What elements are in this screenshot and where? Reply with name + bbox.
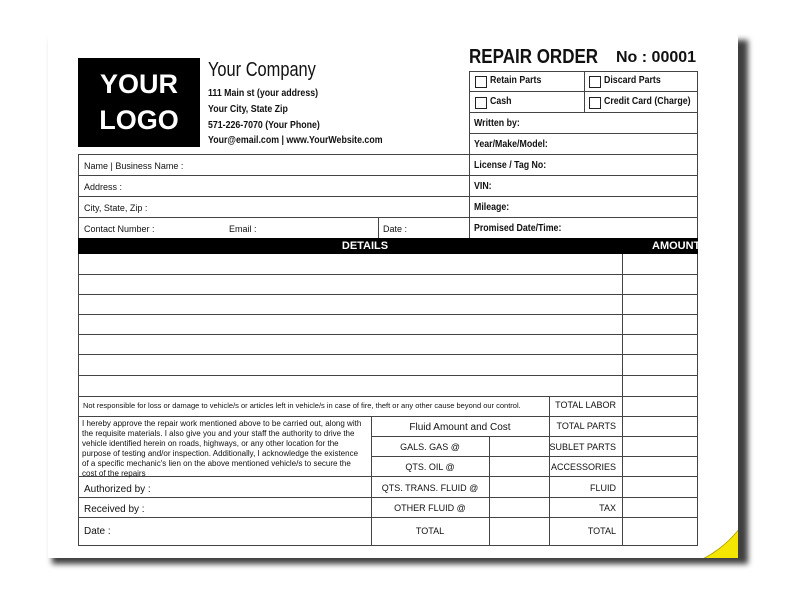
written-by-label[interactable]: Written by: <box>474 118 520 129</box>
customer-address-label[interactable]: Address : <box>84 182 123 192</box>
license-label[interactable]: License / Tag No: <box>474 160 547 171</box>
retain-parts-label: Retain Parts <box>490 75 542 86</box>
customer-city-label[interactable]: City, State, Zip : <box>84 203 148 213</box>
sublet-parts-label: SUBLET PARTS <box>549 442 616 452</box>
company-name: Your Company <box>208 59 316 81</box>
rule <box>469 133 698 134</box>
retain-parts-checkbox[interactable] <box>475 76 487 88</box>
page-curl-icon <box>684 513 738 558</box>
discard-parts-label: Discard Parts <box>604 75 661 86</box>
year-make-model-label[interactable]: Year/Make/Model: <box>474 139 548 150</box>
rule <box>622 254 623 546</box>
rule <box>78 254 79 546</box>
table-row[interactable] <box>78 334 698 335</box>
promised-date-label[interactable]: Promised Date/Time: <box>474 223 562 234</box>
fluid-total-label: TOTAL <box>415 526 445 536</box>
rule <box>78 545 698 546</box>
credit-card-label: Credit Card (Charge) <box>604 96 691 107</box>
company-address: 111 Main st (your address) <box>208 88 319 99</box>
trans-fluid-label: QTS. TRANS. FLUID @ <box>381 483 479 493</box>
disclaimer-text: Not responsible for loss or damage to vehicle/s or articles left in vehicle/s in case of fire, theft or any other cause beyond our control. <box>83 401 521 410</box>
rule <box>697 71 698 238</box>
rule <box>469 175 698 176</box>
table-row[interactable] <box>78 274 698 275</box>
grand-total-label: TOTAL <box>587 526 616 536</box>
company-city: Your City, State Zip <box>208 104 288 115</box>
oil-label: QTS. OIL @ <box>405 462 455 472</box>
signature-date-label[interactable]: Date : <box>84 526 111 537</box>
authorized-by-label[interactable]: Authorized by : <box>84 484 151 495</box>
approval-text: I hereby approve the repair work mentioned above to be carried out, along with the requisite materials. I also give you and your staff the authority to drive the vehicle identified herein on roads, highways, or any other location for the purpose of testing and/or inspection. Additionally, I acknowledge the existence of a specific mechanic's lien on the above mentioned vehicle/s to secure the cost of the repairs <box>82 419 362 478</box>
rule <box>469 154 698 155</box>
company-phone: 571-226-7070 (Your Phone) <box>208 120 320 131</box>
received-by-label[interactable]: Received by : <box>84 504 145 515</box>
discard-parts-checkbox[interactable] <box>589 76 601 88</box>
rule <box>371 476 698 477</box>
total-parts-label: TOTAL PARTS <box>556 421 616 431</box>
rule <box>469 196 698 197</box>
company-logo <box>78 58 200 147</box>
rule <box>78 497 698 498</box>
rule <box>549 456 698 457</box>
rule <box>78 175 469 176</box>
amount-header: AMOUNT <box>652 240 701 252</box>
table-row[interactable] <box>78 294 698 295</box>
accessories-label: ACCESSORIES <box>550 462 616 472</box>
rule <box>78 196 469 197</box>
rule <box>78 217 469 218</box>
cash-label: Cash <box>490 96 512 107</box>
vin-label[interactable]: VIN: <box>474 181 492 192</box>
customer-name-label[interactable]: Name | Business Name : <box>84 161 184 171</box>
rule <box>469 217 698 218</box>
order-number: No : 00001 <box>616 49 697 66</box>
table-row[interactable] <box>78 396 698 397</box>
rule <box>469 71 470 238</box>
rule <box>697 254 698 546</box>
rule <box>489 436 490 546</box>
logo-line-2: LOGO <box>99 105 179 135</box>
mileage-label[interactable]: Mileage: <box>474 202 510 213</box>
date-label[interactable]: Date : <box>383 224 408 234</box>
rule <box>78 154 79 238</box>
table-row[interactable] <box>78 354 698 355</box>
company-web: Your@email.com | www.YourWebsite.com <box>208 135 383 146</box>
contact-number-label[interactable]: Contact Number : <box>84 224 155 234</box>
credit-card-checkbox[interactable] <box>589 97 601 109</box>
details-header-bar <box>78 238 701 254</box>
other-fluid-label: OTHER FLUID @ <box>394 503 466 513</box>
rule <box>469 112 698 113</box>
repair-order-form <box>48 33 738 558</box>
gas-label: GALS. GAS @ <box>400 442 460 452</box>
details-header: DETAILS <box>341 240 389 252</box>
rule <box>371 456 549 457</box>
cash-checkbox[interactable] <box>475 97 487 109</box>
form-title: REPAIR ORDER <box>469 46 599 68</box>
rule <box>78 416 698 417</box>
rule <box>78 517 698 518</box>
total-labor-label: TOTAL LABOR <box>555 400 616 410</box>
table-row[interactable] <box>78 375 698 376</box>
rule <box>378 217 379 238</box>
rule <box>371 436 698 437</box>
fluid-heading: Fluid Amount and Cost <box>409 422 511 433</box>
table-row[interactable] <box>78 314 698 315</box>
logo-line-1: YOUR <box>99 69 178 99</box>
rule <box>78 154 469 155</box>
tax-label: TAX <box>599 503 616 513</box>
email-label[interactable]: Email : <box>229 224 257 234</box>
rule <box>584 71 585 112</box>
fluid-total-row-label: FLUID <box>589 483 616 493</box>
